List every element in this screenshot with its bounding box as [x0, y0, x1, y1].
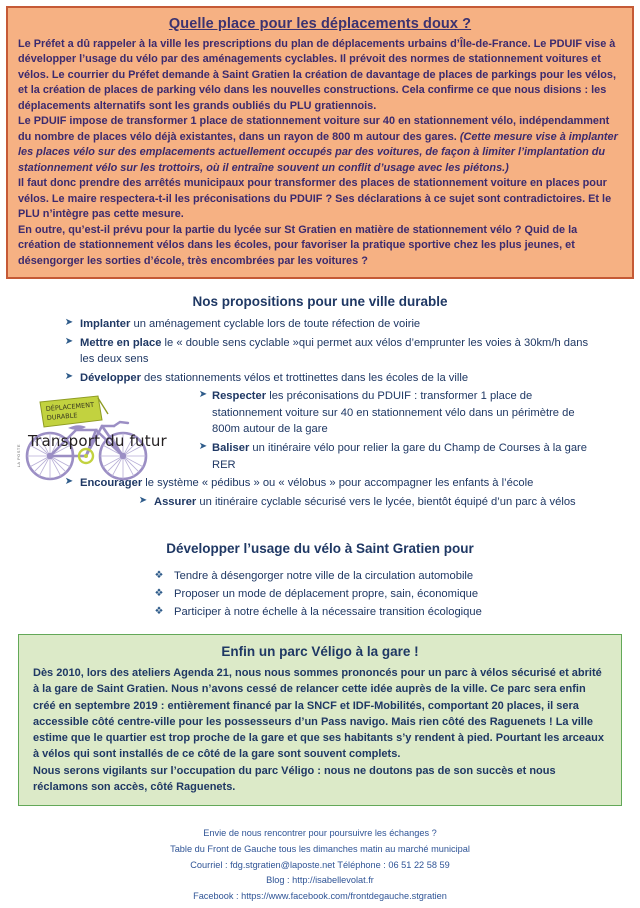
proposition-item-1-text: un aménagement cyclable lors de toute réfection de voirie [130, 318, 421, 330]
orange-paragraph-4 [18, 176, 622, 222]
orange-callout-title: Quelle place pour les déplacements doux ? [168, 16, 472, 32]
arrow-bullet-icon: ➤ [138, 494, 148, 506]
footer-line-facebook[interactable]: Facebook : https://www.facebook.com/frontdegauche.stgratien [193, 891, 447, 902]
diamond-bullet-icon: ❖ [154, 587, 164, 599]
footer-line-invitation: Envie de nous rencontrer pour poursuivre les échanges ? [203, 828, 437, 838]
developper-heading: Développer l’usage du vélo à Saint Gratien pour [166, 541, 474, 556]
green-paragraph-2: Nous serons vigilants sur l’occupation du parc Véligo : nous ne doutons pas de son succès et nous réclamons son accès, côté Raguenets. [33, 764, 556, 793]
proposition-item-7 [136, 494, 604, 511]
green-callout-title: Enfin un parc Véligo à la gare ! [221, 644, 419, 659]
proposition-item-3-text: des stationnements vélos et trottinettes dans les écoles de la ville [140, 371, 469, 384]
svg-text:DÉPLACEMENT: DÉPLACEMENT [45, 400, 95, 413]
proposition-item-5-text: un itinéraire vélo pour relier la gare du Champ de Courses à la gare RER [212, 442, 588, 471]
developper-item-1 [152, 568, 640, 586]
developper-item-3-text: Participer à notre échelle à la nécessaire transition écologique [174, 605, 482, 618]
orange-paragraph-2 [18, 114, 622, 176]
proposition-item-2-lead: Mettre en place [80, 336, 162, 349]
arrow-bullet-icon: ➤ [64, 476, 74, 488]
svg-text:DURABLE: DURABLE [46, 411, 78, 422]
proposition-item-5 [196, 440, 592, 473]
proposition-item-3-lead: Développer [80, 371, 141, 384]
proposition-item-7-text: un itinéraire cyclable sécurisé vers le lycée, bientôt équipé d’un parc à vélos [196, 495, 576, 508]
footer-contact-block [0, 826, 640, 905]
footer-line-email-phone[interactable]: Courriel : fdg.stgratien@laposte.net Téléphone : 06 51 22 58 59 [190, 859, 450, 870]
proposition-item-7-lead: Assurer [154, 495, 197, 508]
arrow-bullet-icon: ➤ [64, 370, 74, 382]
green-paragraph-1: Dès 2010, lors des ateliers Agenda 21, nous nous sommes prononcés pour un parc à vélos sécurisé et abrité à la gare de Saint Gratien. Nous n’avons cessé de relancer cette idée auprès de la ville. Ce parc sera enfin créé en septembre 2019 : entièrement financé par la SNCF et IDF-Mobilités, comportant 20 places, il sera accessible côté centre-ville pour les possesseurs d’un Pass navigo. Mais rien côté des Raguenets ! La ville estime que le quartier est trop proche de la gare et que ses habitants s’y rendent à pied. Pourtant les arceaux à vélos qui sont installés de ce côté de la gare sont souvent complets. [33, 667, 604, 761]
arrow-bullet-icon: ➤ [64, 335, 74, 347]
diamond-bullet-icon: ❖ [154, 570, 164, 581]
developper-item-1-text: Tendre à désengorger notre ville de la circulation automobile [174, 570, 474, 582]
orange-paragraph-1 [18, 37, 622, 114]
proposition-item-2 [62, 335, 600, 368]
bicycle-credit: LA POSTE [16, 444, 21, 468]
footer-line-blog[interactable]: Blog : http://isabellevolat.fr [266, 875, 374, 886]
orange-paragraph-4-text: Il faut donc prendre des arrêtés municipaux pour transformer des places de stationnement voiture en places pour vélos. Le maire respectera-t-il les préconisations du PDUIF ? Ses déclarations à ce sujet sont contradictoires. Et le PLU n’intègre pas cette mesure. [18, 177, 612, 221]
proposition-item-1-lead: Implanter [80, 318, 131, 330]
orange-callout-body [18, 37, 622, 269]
proposition-item-3 [62, 370, 600, 387]
proposition-item-2-text: le « double sens cyclable »qui permet aux vélos d’emprunter les voies à 30km/h dans les deux sens [80, 336, 589, 366]
developper-item-3 [152, 604, 640, 622]
green-callout-box [18, 634, 622, 806]
orange-callout-box [6, 6, 634, 279]
orange-paragraph-1-text: Le Préfet a dû rappeler à la ville les prescriptions du plan de déplacements urbains d’Île-de-France. Le PDUIF vise à développer l’usage du vélo par des aménagements cyclables. Il prévoit des normes de stationnement voitures et vélos. Le courrier du Préfet demande à Saint Gratien la création de davantage de places de parkings pour les vélos, et la création de places de parking vélo dans les nouvelles constructions. Cela confirme ce que nous disions : les déplacements alternatifs sont les grands oubliés du PLU gratiennois. [18, 38, 616, 112]
orange-paragraph-5-text: En outre, qu’est-il prévu pour la partie du lycée sur St Gratien en matière de stationnement vélo ? Quid de la création de stationnement vélos dans les écoles, pour favoriser la pratique sportive chez les plus jeunes, et désengorger les sorties d’école, très encombrées par les voitures ? [18, 223, 578, 267]
arrow-bullet-icon: ➤ [64, 317, 74, 328]
green-callout-body [33, 665, 607, 795]
proposition-item-4-lead: Respecter [212, 390, 267, 403]
proposition-item-1 [62, 316, 600, 333]
proposition-item-4 [196, 388, 592, 438]
bicycle-caption: Transport du futur [28, 432, 167, 450]
diamond-bullet-icon: ❖ [154, 605, 164, 617]
green-sign-icon [40, 396, 108, 427]
proposition-item-6-lead: Encourager [80, 477, 143, 490]
bicycle-illustration [10, 392, 167, 488]
orange-paragraph-5 [18, 223, 622, 269]
arrow-bullet-icon: ➤ [198, 389, 208, 401]
proposition-item-5-lead: Baliser [212, 442, 250, 455]
proposition-item-4-text: les préconisations du PDUIF : transformer 1 place de stationnement voiture sur 40 en stationnement vélo dans un périmètre de 800m autour de la gare [212, 390, 575, 436]
footer-line-market-table: Table du Front de Gauche tous les dimanches matin au marché municipal [170, 843, 470, 854]
developper-item-2-text: Proposer un mode de déplacement propre, sain, économique [174, 587, 479, 600]
proposition-item-6-text: le système « pédibus » ou « vélobus » pour accompagner les enfants à l’école [142, 477, 534, 490]
developper-item-2 [152, 586, 640, 604]
propositions-heading: Nos propositions pour une ville durable [192, 294, 448, 309]
developper-list [0, 568, 640, 622]
orange-paragraph-3-text: (Cette mesure vise à implanter les places vélo sur des emplacements actuellement occupés par des voitures, de façon à limiter l’implantation du stationnement vélo sur les trottoirs, où il entraîne souvent un conflit d’usage avec les piétons.) [18, 130, 618, 174]
orange-paragraph-2-text: Le PDUIF impose de transformer 1 place de stationnement voiture sur 40 en stationnement vélo, indépendamment du nombre de places vélo déjà existantes, dans un rayon de 800 m autour des gares. [18, 115, 610, 143]
arrow-bullet-icon: ➤ [198, 441, 208, 453]
